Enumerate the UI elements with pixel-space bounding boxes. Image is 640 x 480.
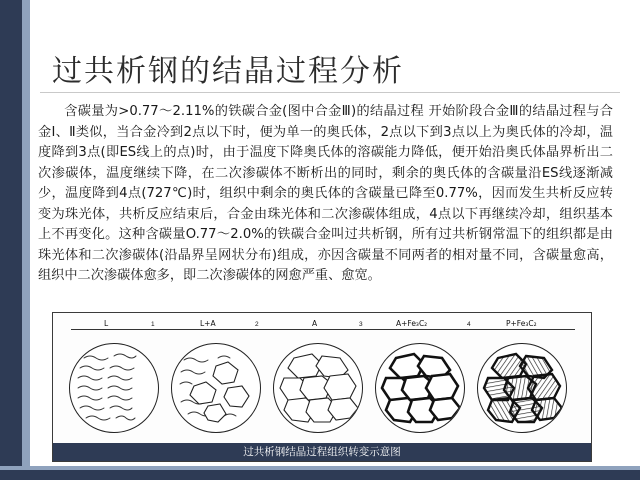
- microstructure-circle-1: [69, 343, 159, 433]
- figure-caption: 过共析钢结晶过程组织转变示意图: [53, 443, 591, 461]
- microstructure-circle-5: [477, 343, 567, 433]
- stage-number-1: 2: [255, 321, 259, 328]
- stage-label-3: A+Fe₃C₂: [393, 319, 430, 328]
- stage-label-2: A: [309, 319, 320, 328]
- body-paragraph-text: 含碳量为>0.77～2.11%的铁碳合金(图中合金Ⅲ)的结晶过程 开始阶段合金Ⅲ的结晶过程与合金Ⅰ、Ⅱ类似，当合金冷到2点以下时，便为单一的奥氏体，2点以下到3点以上为奥氏体的冷却，温度降到3点(即ES线上的点)时，由于温度下降奥氏体的溶碳能力降低，便开始沿奥氏体晶界析出二次渗碳体，温度继续下降，在二次渗碳体不断析出的同时，剩余的奥氏体的含碳量沿ES线逐渐减少，温度降到4点(727℃)时，组织中剩余的奥氏体的含碳量已降至0.77%，因而发生共析反应转变为珠光体，共析反应结束后，合金由珠光体和二次渗碳体组成，4点以下再继续冷却，组织基本上不再变化。这种含碳量O.77～2.0%的铁碳合金叫过共析钢，所有过共析钢常温下的组织都是由珠光体和二次渗碳体(沿晶界呈网状分布)组成，亦因含碳量不同两者的相对量不同，含碳量愈高，组织中二次渗碳体愈多，即二次渗碳体的网愈严重、愈宽。: [38, 104, 613, 283]
- stage-label-1: L+A: [197, 319, 219, 328]
- microstructure-circle-3: [273, 343, 363, 433]
- title-divider: [40, 92, 620, 93]
- stage-label-4: P+Fe₃C₂: [503, 319, 540, 328]
- figure-stage-axis: [53, 313, 591, 337]
- stage-label-0: L: [101, 319, 111, 328]
- left-decorative-band-accent: [22, 0, 30, 480]
- diagram-figure: [52, 312, 592, 462]
- axis-line: [71, 329, 575, 330]
- stage-number-0: 1: [151, 321, 155, 328]
- microstructure-circles: [53, 339, 591, 437]
- stage-number-2: 3: [359, 321, 363, 328]
- page-title: 过共析钢的结晶过程分析: [52, 54, 404, 89]
- microstructure-circle-2: [171, 343, 261, 433]
- bottom-decorative-band: [0, 470, 640, 480]
- microstructure-circle-4: [375, 343, 465, 433]
- body-paragraph: [38, 102, 613, 287]
- stage-number-3: 4: [467, 321, 471, 328]
